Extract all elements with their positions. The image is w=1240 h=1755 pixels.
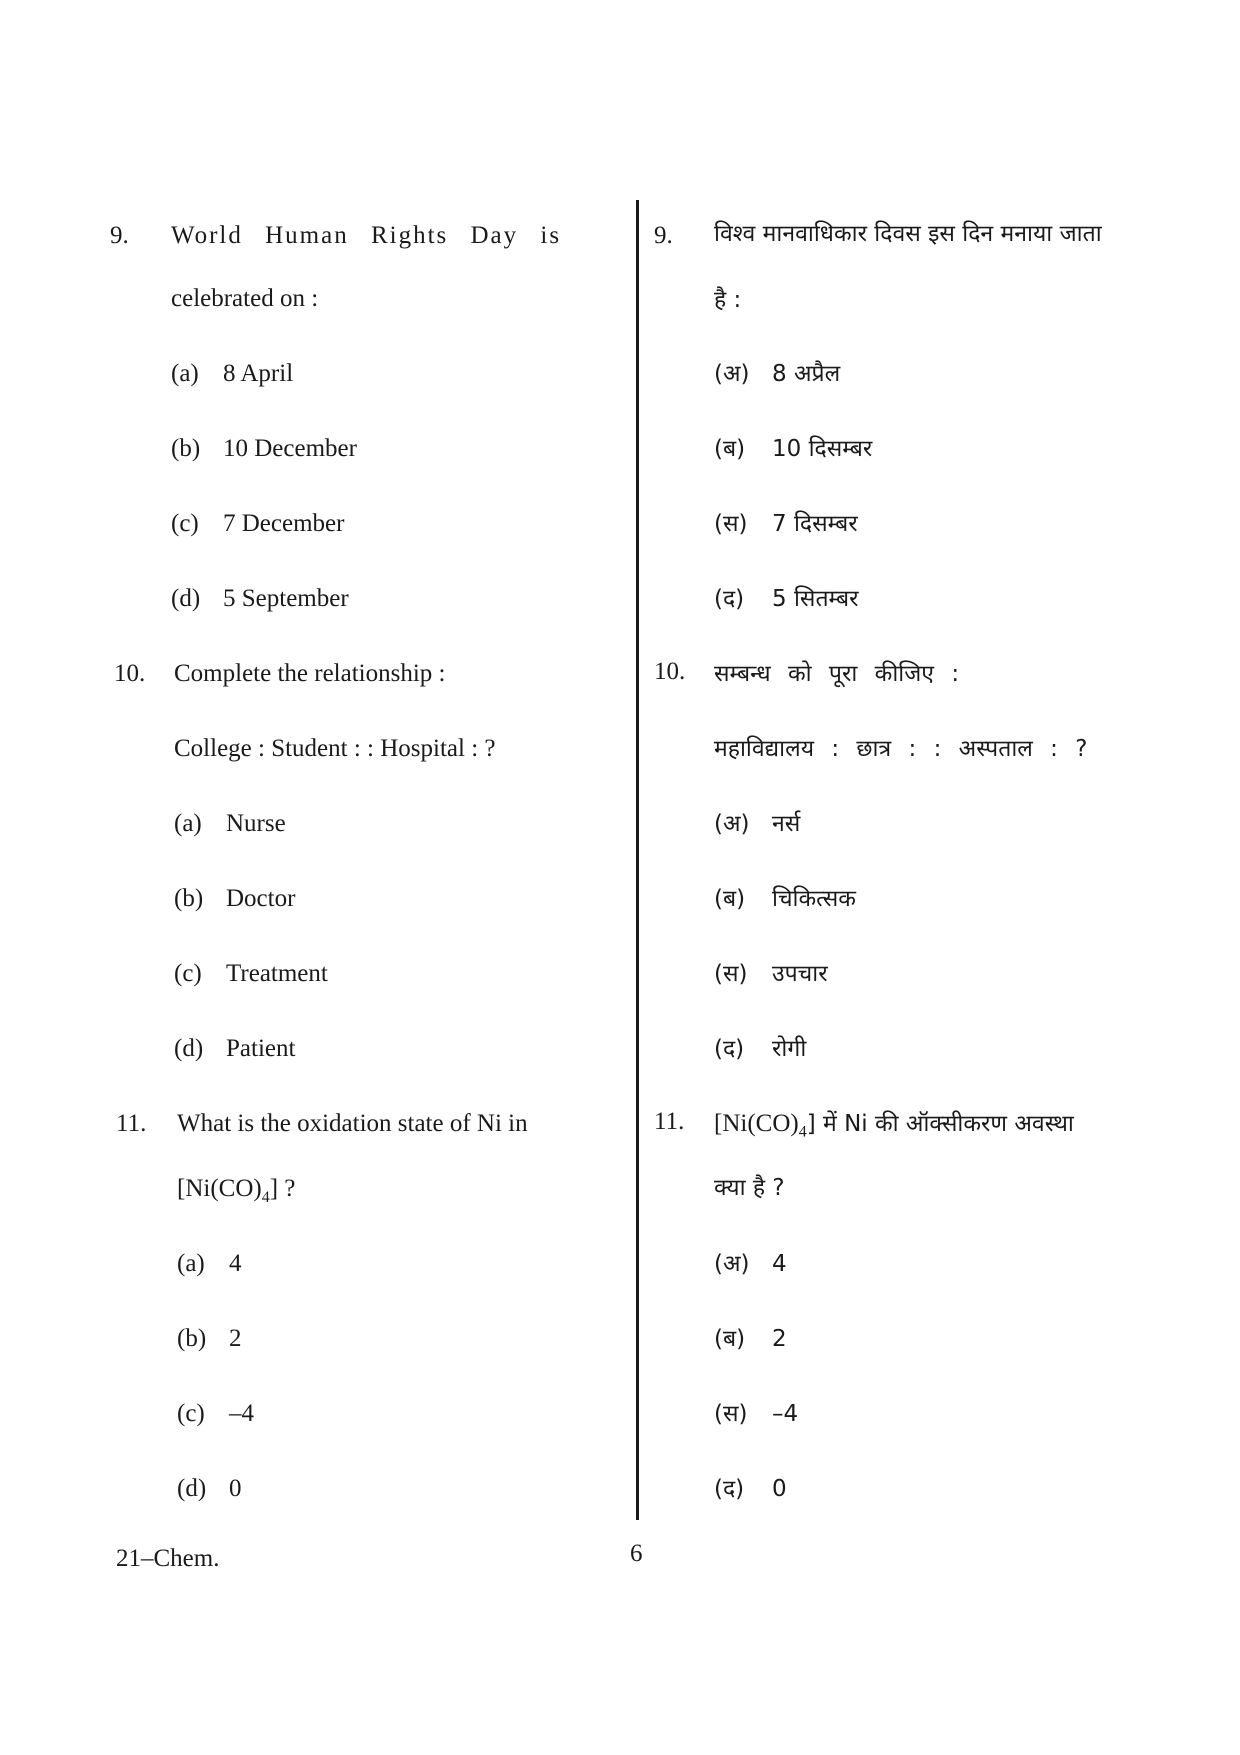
option[interactable]: [177, 1400, 254, 1428]
option-label: (a): [171, 360, 199, 387]
option-text: नर्स: [772, 811, 801, 837]
option-text: 4: [229, 1250, 242, 1277]
question-text: What is the oxidation state of Ni in: [177, 1110, 528, 1137]
option[interactable]: [714, 1396, 798, 1428]
option[interactable]: [174, 885, 295, 913]
option-text: 10 दिसम्बर: [772, 436, 873, 462]
option-label: (ब): [714, 1326, 746, 1352]
option[interactable]: [174, 1035, 295, 1063]
option-text: 10 December: [223, 435, 357, 462]
option[interactable]: [714, 881, 856, 913]
option-label: (a): [177, 1250, 205, 1277]
option-text: 7 December: [223, 510, 345, 537]
option-label: (b): [171, 435, 201, 462]
option-label: (b): [177, 1325, 207, 1352]
question-text: सम्बन्ध को पूरा कीजिए :: [714, 661, 960, 687]
option-text: 0: [229, 1475, 242, 1502]
formula-subscript: 4: [798, 1123, 807, 1141]
option-text: 2: [229, 1325, 242, 1352]
formula-part: [Ni(CO): [714, 1110, 799, 1137]
option-label: (c): [174, 960, 202, 987]
option-text: 4: [772, 1251, 787, 1277]
option[interactable]: [174, 810, 286, 838]
question-text: विश्व मानवाधिकार दिवस इस दिन मनाया जाता: [714, 221, 1102, 247]
option[interactable]: [714, 1321, 787, 1353]
option-text: 8 अप्रैल: [772, 361, 841, 387]
option-label: (अ): [714, 361, 750, 387]
option-text: 2: [772, 1326, 787, 1352]
option-text: 0: [772, 1476, 787, 1502]
option[interactable]: [714, 506, 858, 538]
option[interactable]: [714, 1471, 787, 1503]
question-text: महाविद्यालय : छात्र : : अस्पताल : ?: [714, 736, 1088, 762]
formula-part: ] ?: [269, 1175, 296, 1202]
question-text: Complete the relationship :: [174, 660, 446, 687]
option-text: चिकित्सक: [772, 886, 856, 912]
question-text: क्या है ?: [714, 1175, 785, 1201]
option-label: (अ): [714, 811, 750, 837]
formula-subscript: 4: [261, 1189, 270, 1206]
option-text: 5 सितम्बर: [772, 586, 859, 612]
question-text-rest: ] में Ni की ऑक्सीकरण अवस्था: [806, 1111, 1074, 1137]
option-text: 7 दिसम्बर: [772, 511, 858, 537]
option-text: 8 April: [223, 360, 294, 387]
option-label: (द): [714, 1476, 745, 1502]
option-label: (ब): [714, 436, 746, 462]
option-label: (द): [714, 586, 745, 612]
formula-part: [Ni(CO): [177, 1175, 262, 1202]
option-text: Nurse: [226, 810, 286, 837]
option[interactable]: [714, 581, 859, 613]
option-label: (अ): [714, 1251, 750, 1277]
option[interactable]: [171, 435, 357, 463]
option-text: Doctor: [226, 885, 296, 912]
option-text: Patient: [226, 1035, 296, 1062]
option-text: उपचार: [772, 961, 828, 987]
question-text: World Human Rights Day is: [171, 222, 562, 249]
option[interactable]: [171, 510, 344, 538]
question-text: College : Student : : Hospital : ?: [174, 735, 496, 762]
option[interactable]: [171, 360, 293, 388]
question-number: 11.: [654, 1108, 685, 1135]
column-divider: [636, 200, 639, 1520]
page-number: 6: [630, 1540, 643, 1567]
option-label: (c): [171, 510, 199, 537]
option-text: –4: [229, 1400, 254, 1427]
option[interactable]: [171, 585, 349, 613]
option-label: (b): [174, 885, 204, 912]
option[interactable]: [177, 1250, 242, 1278]
option-label: (ब): [714, 886, 746, 912]
option[interactable]: [174, 960, 328, 988]
option[interactable]: [714, 1246, 787, 1278]
question-number: 9.: [110, 222, 129, 249]
question-text: [714, 1106, 1074, 1142]
option-label: (a): [174, 810, 202, 837]
option[interactable]: [714, 431, 872, 463]
option-label: (स): [714, 511, 748, 537]
option-label: (स): [714, 961, 748, 987]
option[interactable]: [714, 806, 800, 838]
question-formula: [177, 1175, 295, 1207]
option-label: (स): [714, 1401, 748, 1427]
option[interactable]: [714, 356, 840, 388]
option[interactable]: [714, 956, 828, 988]
option-label: (द): [714, 1036, 745, 1062]
question-text: है :: [714, 287, 742, 313]
question-text: celebrated on :: [171, 285, 319, 312]
paper-code: 21–Chem.: [116, 1545, 220, 1572]
option-label: (d): [174, 1035, 204, 1062]
question-number: 10.: [114, 660, 146, 687]
option-label: (c): [177, 1400, 205, 1427]
question-number: 9.: [654, 222, 673, 249]
option-text: रोगी: [772, 1036, 807, 1062]
option[interactable]: [714, 1031, 806, 1063]
question-number: 10.: [654, 658, 686, 685]
option-label: (d): [171, 585, 201, 612]
question-number: 11.: [116, 1110, 147, 1137]
option[interactable]: [177, 1475, 242, 1503]
option-text: –4: [772, 1401, 799, 1427]
option-text: 5 September: [223, 585, 349, 612]
option-label: (d): [177, 1475, 207, 1502]
option[interactable]: [177, 1325, 242, 1353]
option-text: Treatment: [226, 960, 328, 987]
